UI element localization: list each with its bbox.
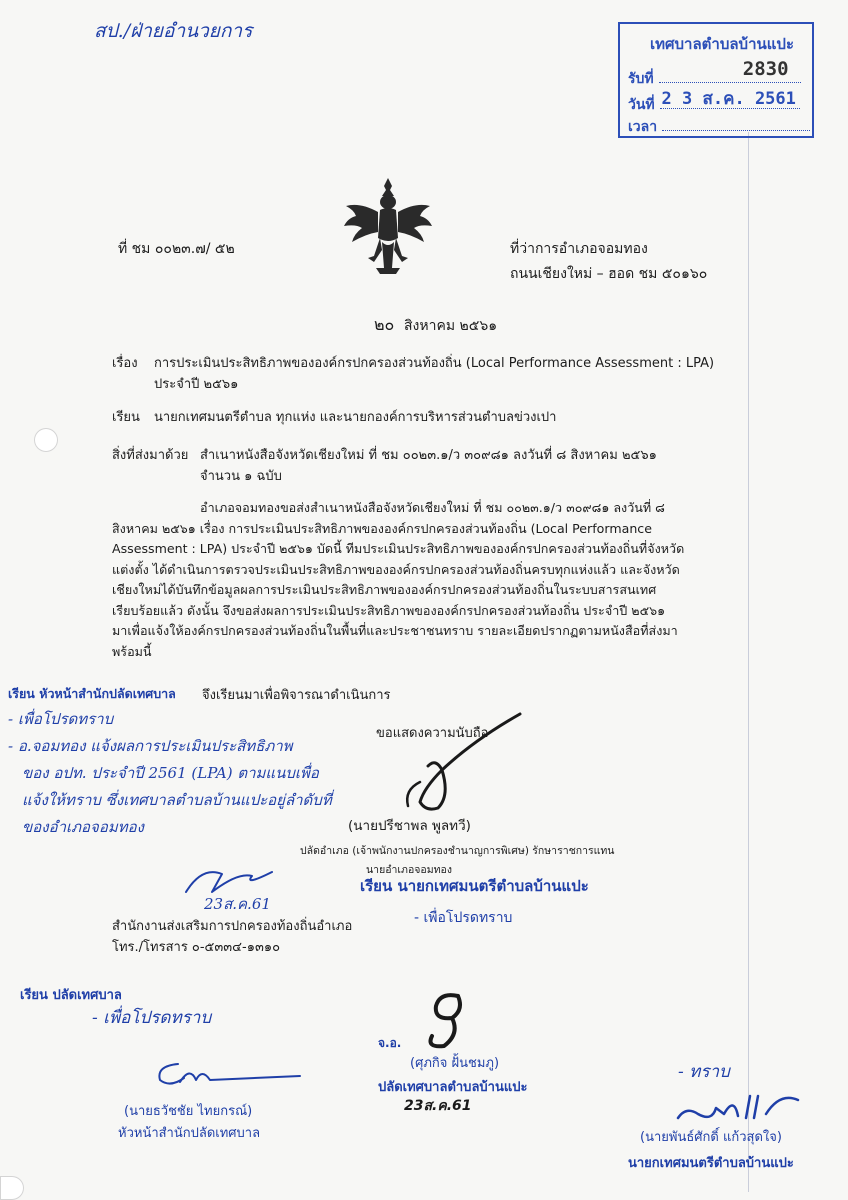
closing-text: ขอแสดงความนับถือ	[376, 726, 489, 741]
enclosure-line-1: สำเนาหนังสือจังหวัดเชียงใหม่ ที่ ชม ๐๐๒๓.๑/ว ๓๐๙๘๑ ลงวันที่ ๘ สิงหาคม ๒๕๖๑	[200, 448, 657, 463]
stamp-date-label: วันที่	[628, 97, 655, 113]
annotation-1-line: - อ.จอมทอง แจ้งผลการประเมินประสิทธิภาพ	[8, 737, 293, 755]
annotation-4-position: ปลัดเทศบาลตำบลบ้านแปะ	[378, 1080, 528, 1095]
annotation-3-heading: เรียน ปลัดเทศบาล	[20, 988, 122, 1003]
to-text: นายกเทศมนตรีตำบล ทุกแห่ง และนายกองค์การบริหารส่วนตำบลข่วงเปา	[154, 410, 557, 425]
request-text: จึงเรียนมาเพื่อพิจารณาดำเนินการ	[202, 688, 391, 703]
annotation-3-signature-icon	[150, 1056, 310, 1096]
annotation-1-date: 23ส.ค.61	[204, 895, 271, 913]
fold-line	[748, 132, 749, 1192]
annotation-4-signer: (ศุภกิจ ฝั้นชมภู)	[410, 1056, 500, 1071]
stamp-date-row	[628, 90, 800, 116]
phone: โทร./โทรสาร ๐-๕๓๓๔-๑๓๑๐	[112, 940, 281, 955]
punch-hole	[0, 1176, 24, 1200]
annotation-2-line: - เพื่อโปรดทราบ	[414, 910, 513, 926]
annotation-1-line: ของอำเภอจอมทอง	[22, 818, 144, 836]
annotation-5-note: - ทราบ	[678, 1062, 730, 1082]
annotation-1-body	[8, 706, 348, 841]
subject-line-2: ประจำปี ๒๕๖๑	[154, 377, 239, 392]
stamp-received-no: 2830	[742, 58, 789, 80]
body-line: Assessment : LPA) ประจำปี ๒๕๖๑ บัดนี้ ทีมประเมินประสิทธิภาพขององค์กรปกครองส่วนท้องถิ่นที่จังหวัด	[112, 541, 685, 556]
annotation-2-heading: เรียน นายกเทศมนตรีตำบลบ้านแปะ	[360, 877, 589, 895]
body-line: เชียงใหม่ได้บันทึกข้อมูลผลการประเมินประสิทธิภาพขององค์กรปกครองส่วนท้องถิ่นในระบบสารสนเทศ	[112, 582, 657, 597]
enclosure-line-2: จำนวน ๑ ฉบับ	[200, 469, 282, 484]
garuda-emblem-icon	[340, 172, 436, 278]
annotation-1-heading: เรียน หัวหน้าสำนักปลัดเทศบาล	[8, 686, 176, 701]
annotation-5-signature-icon	[672, 1088, 812, 1128]
annotation-1-line: ของ อปท. ประจำปี 2561 (LPA) ตามแนบเพื่อ	[22, 764, 319, 782]
signer-position-2: นายอำเภอจอมทอง	[366, 864, 452, 876]
annotation-1-signature-icon	[182, 862, 282, 898]
annotation-5-signer: (นายพันธ์ศักดิ์ แก้วสุดใจ)	[640, 1130, 782, 1145]
annotation-1-line: - เพื่อโปรดทราบ	[8, 710, 114, 728]
body-line: มาเพื่อแจ้งให้องค์กรปกครองส่วนท้องถิ่นในพื้นที่และประชาชนทราบ รายละเอียดปรากฏตามหนังสือที่ส่งมา	[112, 623, 678, 638]
body-line: อำเภอจอมทองขอส่งสำเนาหนังสือจังหวัดเชียงใหม่ ที่ ชม ๐๐๒๓.๑/ว ๓๐๙๘๑ ลงวันที่ ๘	[200, 500, 665, 515]
annotation-3-signer: (นายธวัชชัย ไทยกรณ์)	[124, 1104, 253, 1119]
body-line: เรียบร้อยแล้ว ดังนั้น จึงขอส่งผลการประเมินประสิทธิภาพขององค์กรปกครองส่วนท้องถิ่น ประจำปี ๒๕๖๑	[112, 602, 666, 618]
subject-line-1: การประเมินประสิทธิภาพขององค์กรปกครองส่วนท้องถิ่น (Local Performance Assessment : LPA)	[154, 356, 715, 371]
subject-label: เรื่อง	[112, 356, 138, 371]
body-line: สิงหาคม ๒๕๖๑ เรื่อง การประเมินประสิทธิภาพขององค์กรปกครองส่วนท้องถิ่น (Local Performance	[112, 520, 652, 536]
department: สำนักงานส่งเสริมการปกครองท้องถิ่นอำเภอ	[112, 919, 353, 934]
annotation-1-line: แจ้งให้ทราบ ซึ่งเทศบาลตำบลบ้านแปะอยู่ลำดับที่	[22, 791, 332, 809]
stamp-received-label: รับที่	[628, 71, 654, 87]
annotation-4-signature-icon	[418, 990, 478, 1052]
letter-date-month-year: สิงหาคม ๒๕๖๑	[404, 318, 498, 334]
stamp-date-value: 2 3 ส.ค. 2561	[661, 89, 796, 109]
to-label: เรียน	[112, 410, 140, 425]
stamp-time-label: เวลา	[628, 119, 658, 135]
enclosure-label: สิ่งที่ส่งมาด้วย	[112, 448, 189, 463]
office-line-1: ที่ว่าการอำเภอจอมทอง	[510, 241, 648, 257]
annotation-4-date: 23ส.ค.61	[404, 1098, 472, 1114]
annotation-5-position: นายกเทศมนตรีตำบลบ้านแปะ	[628, 1156, 794, 1171]
letter-ref-no: ที่ ชม ๐๐๒๓.๗/ ๕๒	[118, 241, 235, 257]
body-line: แต่งตั้ง ได้ดำเนินการตรวจประเมินประสิทธิภาพขององค์กรปกครองส่วนท้องถิ่นครบทุกแห่งแล้ว และจังหวัด	[112, 561, 680, 577]
stamp-time-row	[628, 116, 810, 138]
body-paragraph	[112, 498, 685, 662]
annotation-3-position: หัวหน้าสำนักปลัดเทศบาล	[118, 1126, 261, 1141]
receive-stamp	[618, 22, 814, 138]
header-handwritten-note: สป./ฝ่ายอำนวยการ	[94, 20, 253, 42]
body-line: พร้อมนี้	[112, 643, 152, 659]
annotation-4-prefix: จ.อ.	[378, 1036, 402, 1050]
letter-date-day: ๒๐	[374, 315, 395, 334]
signer-position-1: ปลัดอำเภอ (เจ้าพนักงานปกครองชำนาญการพิเศษ) รักษาราชการแทน	[300, 845, 615, 857]
stamp-org: เทศบาลตำบลบ้านแปะ	[650, 35, 794, 53]
office-line-2: ถนนเชียงใหม่ – ฮอด ชม ๕๐๑๖๐	[510, 266, 708, 282]
signature-icon	[384, 710, 524, 820]
punch-hole	[34, 428, 58, 452]
annotation-3-line: - เพื่อโปรดทราบ	[92, 1008, 212, 1028]
signer-name: (นายปรีชาพล พูลทวี)	[348, 818, 471, 834]
